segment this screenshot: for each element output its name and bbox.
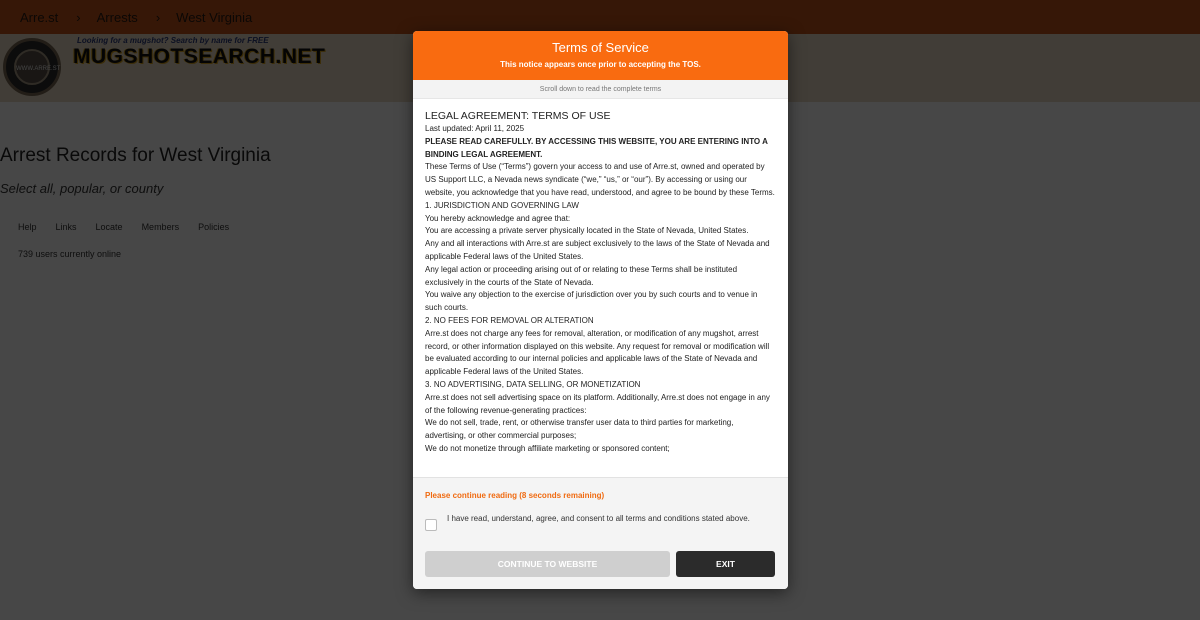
- terms-heading: LEGAL AGREEMENT: TERMS OF USE: [425, 110, 611, 122]
- modal-title: Terms of Service: [552, 40, 649, 55]
- terms-paragraph: You hereby acknowledge and agree that:: [425, 213, 571, 223]
- modal-notice: This notice appears once prior to accepting the TOS.: [500, 60, 701, 69]
- reading-countdown: Please continue reading (8 seconds remaining): [425, 491, 605, 500]
- terms-warning: PLEASE READ CAREFULLY. BY ACCESSING THIS WEBSITE, YOU ARE ENTERING INTO A BINDING LEGAL AGREEMENT.: [425, 136, 768, 159]
- exit-button[interactable]: EXIT: [676, 551, 775, 577]
- terms-paragraph: We do not monetize through affiliate marketing or sponsored content;: [425, 443, 670, 453]
- terms-intro: These Terms of Use (“Terms”) govern your access to and use of Arre.st, owned and operated by US Support LLC, a Nevada news syndicate (“we,” “us,” or “our”). By accessing or using our website, you acknowledge that you have read, understood, and agree to be bound by these Terms.: [425, 162, 775, 197]
- terms-paragraph: We do not sell, trade, rent, or otherwise transfer user data to third parties for marketing, advertising, or other commercial purposes;: [425, 418, 734, 441]
- terms-section-title: 3. NO ADVERTISING, DATA SELLING, OR MONETIZATION: [425, 379, 641, 389]
- terms-scroll-area[interactable]: [413, 99, 788, 507]
- continue-button[interactable]: CONTINUE TO WEBSITE: [425, 551, 670, 577]
- terms-section-title: 1. JURISDICTION AND GOVERNING LAW: [425, 200, 579, 210]
- modal-header: [413, 31, 788, 80]
- terms-paragraph: Any and all interactions with Arre.st are subject exclusively to the laws of the State of Nevada and applicable Federal laws of the United States.: [425, 239, 770, 261]
- consent-label[interactable]: I have read, understand, agree, and consent to all terms and conditions stated above.: [447, 514, 750, 523]
- terms-paragraph: You are accessing a private server physically located in the State of Nevada, United States.: [425, 226, 749, 236]
- tos-modal: [413, 31, 788, 589]
- terms-updated: Last updated: April 11, 2025: [425, 124, 525, 133]
- consent-checkbox[interactable]: [425, 519, 437, 531]
- terms-paragraph: Arre.st does not charge any fees for removal, alteration, or modification of any mugshot, arrest record, or other information displayed on this website. Any request for removal or modification will be evaluated according to our internal policies and applicable laws of the State of Nevada and applicable Federal laws of the United States.: [425, 328, 770, 377]
- terms-section-title: 2. NO FEES FOR REMOVAL OR ALTERATION: [425, 315, 594, 325]
- terms-paragraph: Any legal action or proceeding arising out of or relating to these Terms shall be instituted exclusively in the courts of the State of Nevada.: [425, 264, 738, 287]
- terms-paragraph: Arre.st does not sell advertising space on its platform. Additionally, Arre.st does not engage in any of the following revenue-generating practices:: [425, 392, 770, 415]
- consent-row: [425, 512, 775, 531]
- modal-footer: [413, 477, 788, 589]
- terms-paragraph: You waive any objection to the exercise of jurisdiction over you by such courts and to venue in such courts.: [425, 290, 758, 313]
- scroll-hint: Scroll down to read the complete terms: [413, 80, 788, 99]
